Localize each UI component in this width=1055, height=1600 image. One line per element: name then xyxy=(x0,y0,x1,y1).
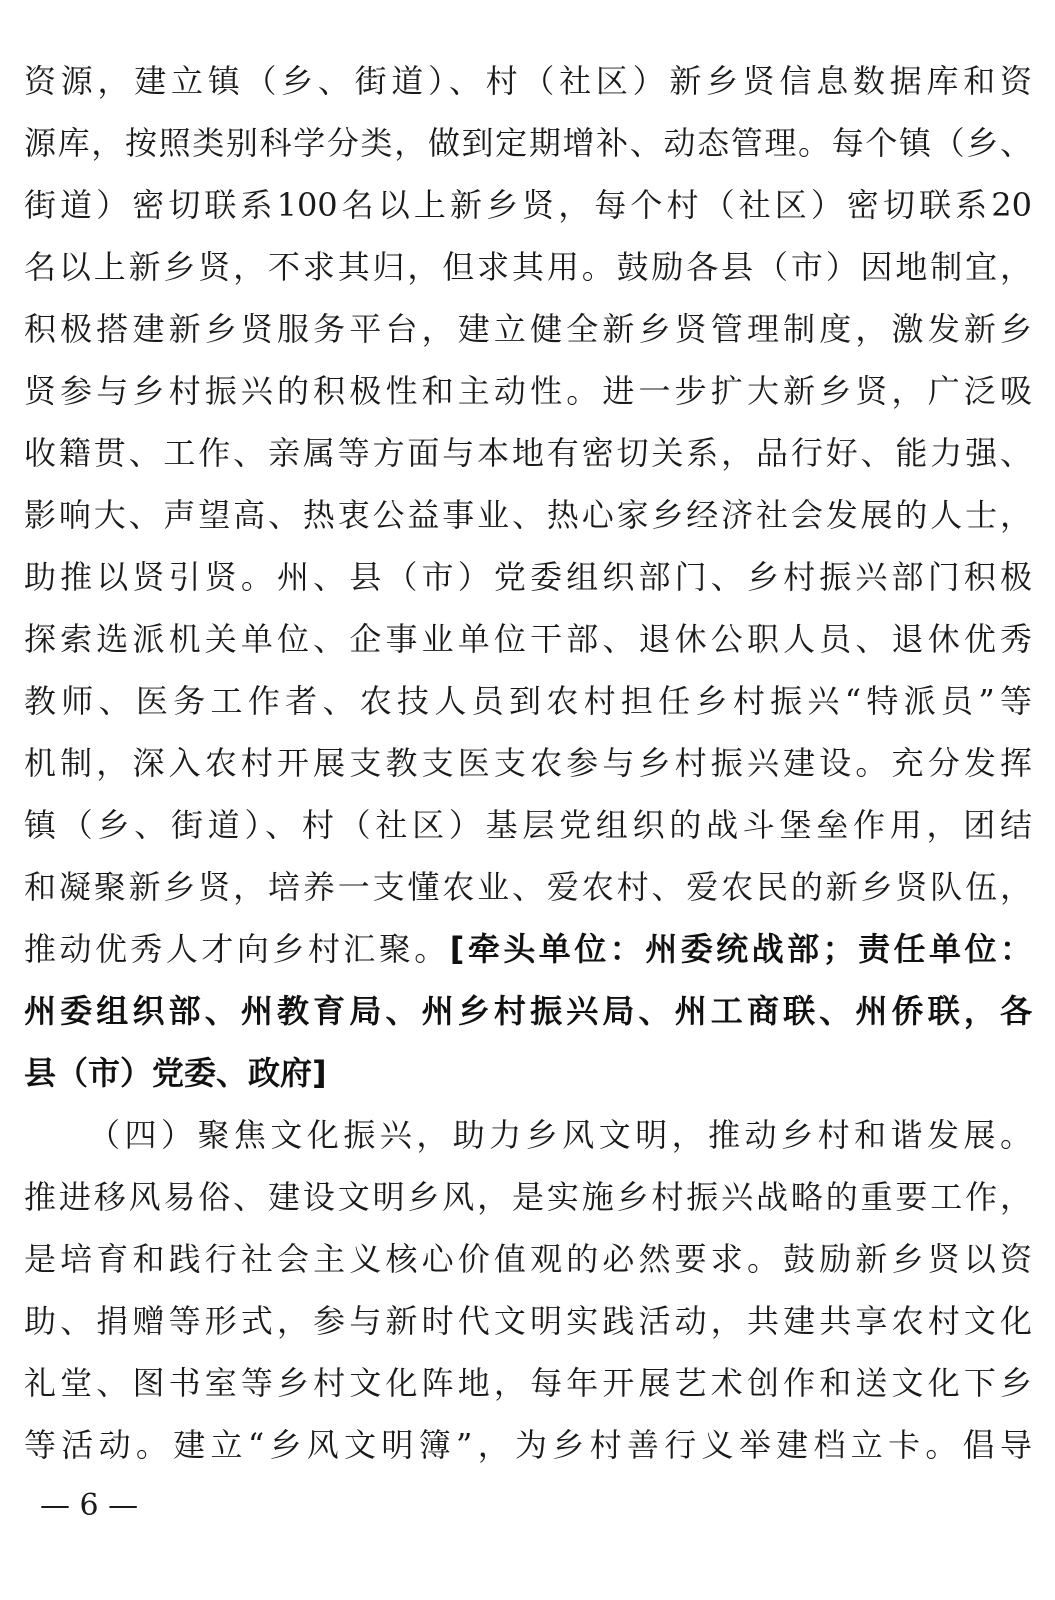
text-line xyxy=(24,1414,1032,1476)
text-line xyxy=(24,1228,1032,1290)
text-line xyxy=(24,856,1032,918)
line-text: 和凝聚新乡贤，培养一支懂农业、爱农村、爱农民的新乡贤队伍， xyxy=(24,868,1032,906)
text-line xyxy=(24,546,1032,608)
text-line xyxy=(24,174,1032,236)
line-text: 教师、医务工作者、农技人员到农村担任乡村振兴“特派员”等 xyxy=(24,682,1032,720)
text-line xyxy=(24,1166,1032,1228)
text-line xyxy=(24,236,1032,298)
line-text: 推进移风易俗、建设文明乡风，是实施乡村振兴战略的重要工作， xyxy=(24,1178,1032,1216)
responsibility-text: [牵头单位：州委统战部；责任单位： xyxy=(449,930,1032,968)
text-line xyxy=(24,918,1032,980)
text-line xyxy=(24,360,1032,422)
line-text: 助、捐赠等形式，参与新时代文明实践活动，共建共享农村文化 xyxy=(24,1302,1032,1340)
document-page xyxy=(24,50,1032,1476)
page-number: — 6 — xyxy=(40,1488,139,1523)
text-line xyxy=(24,1290,1032,1352)
text-line xyxy=(24,732,1032,794)
text-line xyxy=(24,50,1032,112)
text-line xyxy=(24,422,1032,484)
text-line xyxy=(24,1352,1032,1414)
responsibility-text: 县（市）党委、政府] xyxy=(24,1054,327,1092)
text-line xyxy=(24,608,1032,670)
line-text: （四）聚焦文化振兴，助力乡风文明，推动乡村和谐发展。 xyxy=(88,1116,1032,1154)
line-text: 积极搭建新乡贤服务平台，建立健全新乡贤管理制度，激发新乡 xyxy=(24,310,1032,348)
text-line xyxy=(24,484,1032,546)
line-text: 资源，建立镇（乡、街道）、村（社区）新乡贤信息数据库和资 xyxy=(24,62,1032,100)
line-text: 是培育和践行社会主义核心价值观的必然要求。鼓励新乡贤以资 xyxy=(24,1240,1032,1278)
line-text: 收籍贯、工作、亲属等方面与本地有密切关系，品行好、能力强、 xyxy=(24,434,1032,472)
line-text: 源库，按照类别科学分类，做到定期增补、动态管理。每个镇（乡、 xyxy=(24,124,1032,162)
line-text: 影响大、声望高、热衷公益事业、热心家乡经济社会发展的人士， xyxy=(24,496,1032,534)
text-line xyxy=(24,1042,1032,1104)
line-text: 街道）密切联系100名以上新乡贤，每个村（社区）密切联系20 xyxy=(24,186,1032,224)
text-line xyxy=(24,670,1032,732)
line-text: 探索选派机关单位、企事业单位干部、退休公职人员、退休优秀 xyxy=(24,620,1032,658)
line-text: 镇（乡、街道）、村（社区）基层党组织的战斗堡垒作用，团结 xyxy=(24,806,1032,844)
line-text: 推动优秀人才向乡村汇聚。 xyxy=(24,930,450,968)
line-text: 贤参与乡村振兴的积极性和主动性。进一步扩大新乡贤，广泛吸 xyxy=(24,372,1032,410)
text-line xyxy=(24,298,1032,360)
line-text: 助推以贤引贤。州、县（市）党委组织部门、乡村振兴部门积极 xyxy=(24,558,1032,596)
text-line xyxy=(24,112,1032,174)
line-text: 等活动。建立“乡风文明簿”，为乡村善行义举建档立卡。倡导 xyxy=(24,1426,1032,1464)
line-text: 礼堂、图书室等乡村文化阵地，每年开展艺术创作和送文化下乡 xyxy=(24,1364,1032,1402)
responsibility-text: 州委组织部、州教育局、州乡村振兴局、州工商联、州侨联，各 xyxy=(24,992,1032,1030)
text-line xyxy=(24,1104,1032,1166)
line-text: 机制，深入农村开展支教支医支农参与乡村振兴建设。充分发挥 xyxy=(24,744,1032,782)
text-line xyxy=(24,794,1032,856)
line-text: 名以上新乡贤，不求其归，但求其用。鼓励各县（市）因地制宜， xyxy=(24,248,1032,286)
text-line xyxy=(24,980,1032,1042)
